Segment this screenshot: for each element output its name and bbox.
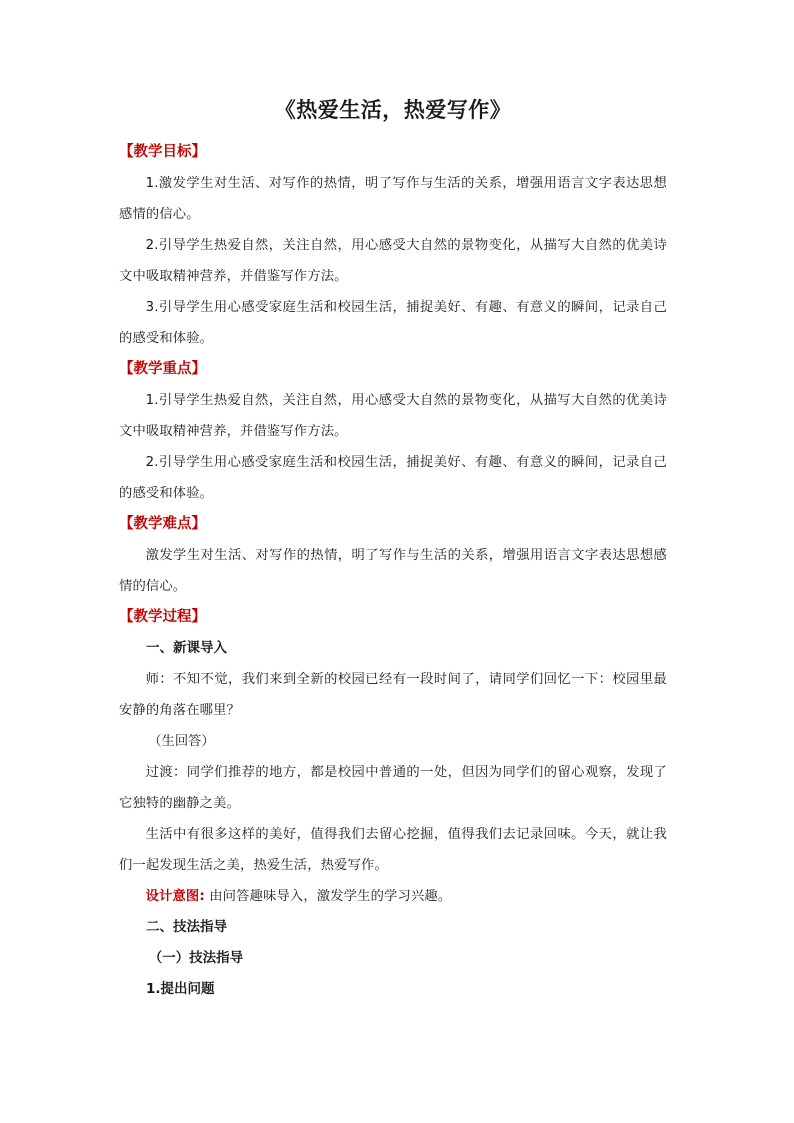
section-heading-process: 【教学过程】 xyxy=(119,609,206,625)
section-heading-difficulties: 【教学难点】 xyxy=(119,516,206,532)
document-page xyxy=(119,95,667,1005)
transition-text: 过渡：同学们推荐的地方，都是校园中普通的一处，但因为同学们的留心观察，发现了它独特的幽静之美。 xyxy=(119,765,667,811)
key-point-item-1: 1.引导学生热爱自然，关注自然，用心感受大自然的景物变化，从描写大自然的优美诗文中吸取精神营养，并借鉴写作方法。 xyxy=(119,393,667,439)
goal-item-3: 3.引导学生用心感受家庭生活和校园生活，捕捉美好、有趣、有意义的瞬间，记录自己的感受和体验。 xyxy=(119,300,667,346)
process-sub1-item1: 1.提出问题 xyxy=(146,981,215,997)
design-intent xyxy=(119,881,667,912)
student-reply: （生回答） xyxy=(148,734,215,749)
process-sub1-heading: （一）技法指导 xyxy=(148,950,244,966)
section-heading-key-points: 【教学重点】 xyxy=(119,361,206,377)
goal-item-1: 1.激发学生对生活、对写作的热情，明了写作与生活的关系，增强用语言文字表达思想感情的信心。 xyxy=(119,176,667,222)
section-heading-goals: 【教学目标】 xyxy=(119,144,206,160)
difficulty-text: 激发学生对生活、对写作的热情，明了写作与生活的关系，增强用语言文字表达思想感情的信心。 xyxy=(119,548,667,594)
teacher-line: 师：不知不觉，我们来到全新的校园已经有一段时间了，请同学们回忆一下：校园里最安静的角落在哪里？ xyxy=(119,672,667,718)
goal-item-2: 2.引导学生热爱自然，关注自然，用心感受大自然的景物变化，从描写大自然的优美诗文中吸取精神营养，并借鉴写作方法。 xyxy=(119,238,667,284)
document-title: 《热爱生活，热爱写作》 xyxy=(274,97,512,122)
process-part1-heading: 一、新课导入 xyxy=(146,640,227,656)
key-point-item-2: 2.引导学生用心感受家庭生活和校园生活，捕捉美好、有趣、有意义的瞬间，记录自己的感受和体验。 xyxy=(119,455,667,501)
design-intent-label: 设计意图: xyxy=(145,889,205,904)
design-intent-text: 由问答趣味导入，激发学生的学习兴趣。 xyxy=(204,889,452,904)
closing-text: 生活中有很多这样的美好，值得我们去留心挖掘，值得我们去记录回味。今天，就让我们一起发现生活之美，热爱生活，热爱写作。 xyxy=(119,827,667,873)
process-part2-heading: 二、技法指导 xyxy=(146,919,227,935)
